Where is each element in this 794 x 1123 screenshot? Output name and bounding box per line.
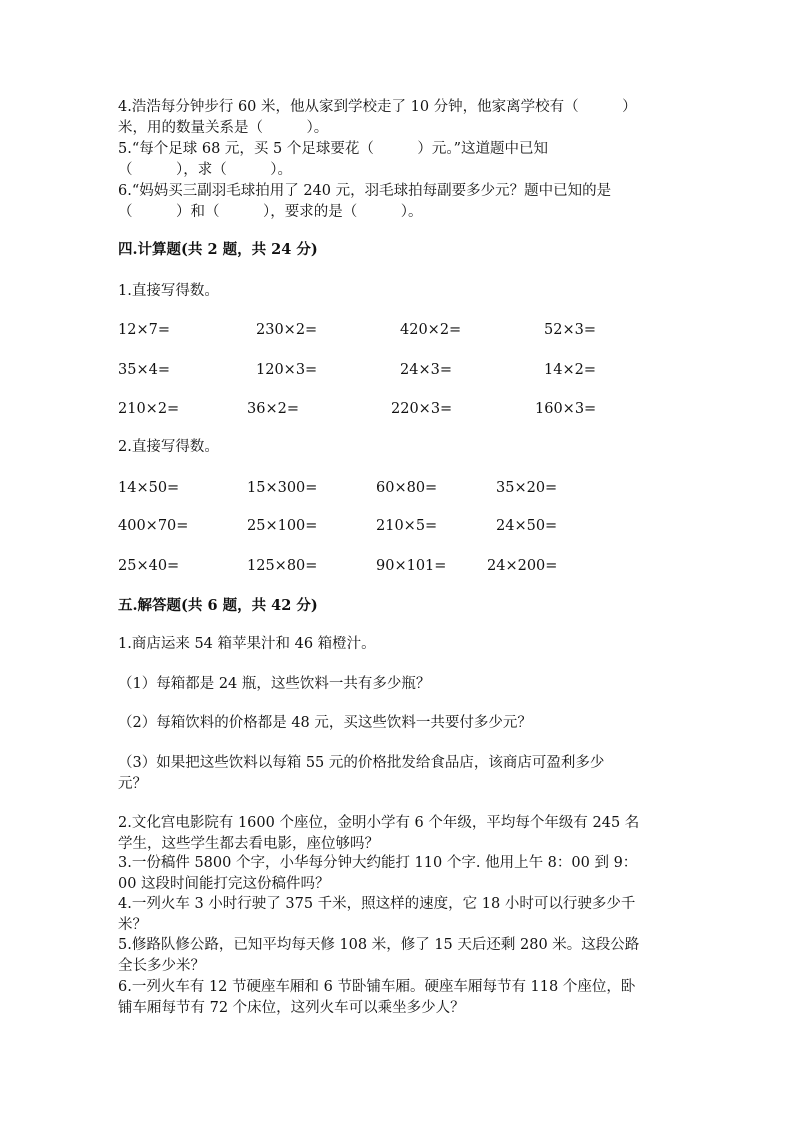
calc-item: 420×2=	[400, 322, 462, 338]
word-q3-line2: 00 这段时间能打完这份稿件吗？	[118, 876, 330, 892]
word-q1-part1: （1）每箱都是 24 瓶，这些饮料一共有多少瓶？	[118, 676, 431, 692]
calc-item: 125×80=	[247, 558, 318, 574]
word-q1-part3-line2: 元？	[118, 776, 147, 792]
word-q1: 1.商店运来 54 箱苹果汁和 46 箱橙汁。	[118, 636, 376, 652]
q5-line1: 5.“每个足球 68 元，买 5 个足球要花（ ）元。”这道题中已知	[118, 141, 549, 157]
word-q3-line1: 3.一份稿件 5800 个字，小华每分钟大约能打 110 个字. 他用上午 8：00 到 9：	[118, 855, 638, 871]
q6-line1: 6.“妈妈买三副羽毛球拍用了 240 元，羽毛球拍每副要多少元？题中已知的是	[118, 183, 612, 199]
calc-item: 24×3=	[400, 362, 452, 378]
calc-item: 220×3=	[391, 401, 453, 417]
word-q1-part3-line1: （3）如果把这些饮料以每箱 55 元的价格批发给食品店，该商店可盈利多少	[118, 755, 605, 771]
calc-item: 230×2=	[256, 322, 318, 338]
q5-line2: （ ），求（ ）。	[118, 162, 292, 178]
calc-item: 35×4=	[118, 362, 170, 378]
calc-item: 25×100=	[247, 518, 318, 534]
calc-item: 24×200=	[487, 558, 558, 574]
calc-item: 12×7=	[118, 322, 170, 338]
word-q4-line1: 4.一列火车 3 小时行驶了 375 千米，照这样的速度，它 18 小时可以行驶多少千	[118, 896, 636, 912]
calc-item: 400×70=	[118, 518, 189, 534]
word-q4-line2: 米？	[118, 917, 147, 933]
word-q1-part2: （2）每箱饮料的价格都是 48 元，买这些饮料一共要付多少元？	[118, 715, 532, 731]
calc-item: 14×50=	[118, 480, 180, 496]
q4-line2: 米，用的数量关系是（ ）。	[118, 120, 329, 136]
calc-item: 24×50=	[496, 518, 558, 534]
section5-title: 五.解答题(共 6 题，共 42 分)	[118, 597, 318, 614]
calc-item: 120×3=	[256, 362, 318, 378]
calc-item: 90×101=	[376, 558, 447, 574]
calc-q2: 2.直接写得数。	[118, 439, 219, 455]
calc-item: 36×2=	[247, 401, 299, 417]
calc-item: 160×3=	[535, 401, 597, 417]
word-q2-line1: 2.文化宫电影院有 1600 个座位，金明小学有 6 个年级，平均每个年级有 245 名	[118, 815, 640, 831]
section4-title: 四.计算题(共 2 题，共 24 分)	[118, 241, 318, 258]
word-q5-line1: 5.修路队修公路，已知平均每天修 108 米，修了 15 天后还剩 280 米。这段公路	[118, 937, 640, 953]
calc-item: 60×80=	[376, 480, 438, 496]
calc-item: 52×3=	[544, 322, 596, 338]
calc-item: 14×2=	[544, 362, 596, 378]
q6-line2: （ ）和（ ），要求的是（ ）。	[118, 204, 423, 220]
calc-item: 35×20=	[496, 480, 558, 496]
word-q2-line2: 学生，这些学生都去看电影，座位够吗？	[118, 836, 379, 852]
q4-line1: 4.浩浩每分钟步行 60 米，他从家到学校走了 10 分钟，他家离学校有（ ）	[118, 99, 637, 115]
word-q6-line1: 6.一列火车有 12 节硬座车厢和 6 节卧铺车厢。硬座车厢每节有 118 个座位，卧	[118, 979, 636, 995]
calc-item: 25×40=	[118, 558, 180, 574]
word-q6-line2: 铺车厢每节有 72 个床位，这列火车可以乘坐多少人？	[118, 1000, 465, 1016]
calc-item: 210×5=	[376, 518, 438, 534]
calc-item: 210×2=	[118, 401, 180, 417]
calc-q1: 1.直接写得数。	[118, 283, 219, 299]
word-q5-line2: 全长多少米？	[118, 958, 205, 974]
calc-item: 15×300=	[247, 480, 318, 496]
